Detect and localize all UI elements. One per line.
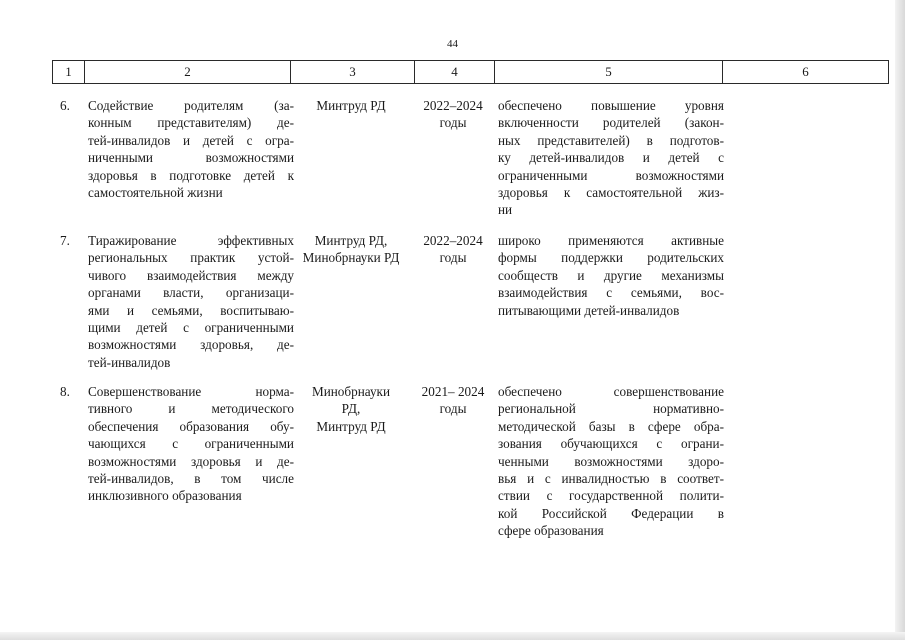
implementation-period-line: годы [439,401,467,417]
implementation-period-line: 2022–2024 [423,233,483,248]
expected-result-line: вья и с инвалидностью в соответ- [498,471,724,487]
column-header-1: 1 [53,61,85,84]
column-header-table [52,60,889,84]
column-header-2: 2 [85,61,291,84]
measure-name-line: Содействие родителям (за- [88,98,294,113]
measure-name [88,383,294,505]
expected-result-line: ных представителей) в подготов- [498,132,724,148]
expected-result [498,383,724,540]
measure-name-line: щими детей с ограниченными [88,320,294,336]
expected-result-line: ченными возможностями здоро- [498,453,724,469]
expected-result-line: ограниченными возможностями [498,167,724,183]
column-header-5: 5 [495,61,723,84]
expected-result [498,232,724,319]
measure-name-line: ниченными возможностями [88,150,294,166]
responsible-executor-line: РД, [341,401,361,417]
measure-name-line: здоровья в подготовке детей к [88,167,294,183]
expected-result-line: сообществ и другие механизмы [498,267,724,283]
implementation-period-line: годы [439,115,467,131]
page-number: 44 [447,38,458,50]
expected-result-line: питывающими детей-инвалидов [498,302,680,318]
column-header-6: 6 [723,61,889,84]
implementation-period-line: 2021– 2024 [421,384,485,399]
measure-name-line: ями и семьями, воспитываю- [88,302,294,318]
expected-result-line: методической базы в сфере обра- [498,418,724,434]
measure-name [88,232,294,371]
scan-edge-bottom [0,632,905,640]
expected-result-line: кой Российской Федерации в [498,505,724,521]
expected-result-line: обеспечено совершенствование [498,384,724,399]
responsible-executor [296,383,406,435]
responsible-executor-line: Минобрнауки [311,384,391,399]
measure-name-line: чающихся с ограниченными [88,436,294,452]
implementation-period [412,232,494,267]
responsible-executor [296,97,406,114]
implementation-period [412,97,494,132]
expected-result-line: обеспечено повышение уровня [498,98,724,113]
measure-name-line: Совершенствование норма- [88,384,294,399]
column-header-4: 4 [415,61,495,84]
expected-result-line: здоровья к самостоятельной жиз- [498,185,724,201]
expected-result-line: зования обучающихся с ограни- [498,436,724,452]
expected-result-line: широко применяются активные [498,233,724,248]
measure-name-line: региональных практик устой- [88,250,294,266]
measure-name-line: Тиражирование эффективных [88,233,294,248]
responsible-executor [296,232,406,267]
expected-result-line: ствии с государственной полити- [498,488,724,504]
implementation-period [412,383,494,418]
row-number: 7. [60,233,70,248]
expected-result-line: формы поддержки родительских [498,250,724,266]
implementation-period-line: годы [439,250,467,266]
measure-name-line: инклюзивного образования [88,488,242,504]
expected-result-line: сфере образования [498,523,604,539]
responsible-executor-line: Минтруд РД, [314,233,388,248]
measure-name-line: конным представителям) де- [88,115,294,131]
expected-result [498,97,724,219]
row-number: 8. [60,384,70,399]
row-number: 6. [60,98,70,113]
scan-edge-right [895,0,905,640]
expected-result-line: ни [498,202,513,218]
column-header-3: 3 [291,61,415,84]
measure-name-line: возможностями здоровья и де- [88,453,294,469]
measure-name-line: тей-инвалидов [88,354,171,370]
measure-name-line: органами власти, организаци- [88,285,294,301]
measure-name-line: тивного и методического [88,401,294,417]
responsible-executor-line: Минтруд РД [316,98,386,113]
measure-name-line: тей-инвалидов, в том числе [88,471,294,487]
column-header-row [53,61,889,84]
measure-name-line: чивого взаимодействия между [88,267,294,283]
measure-name-line: обеспечения образования обу- [88,418,294,434]
responsible-executor-line: Минтруд РД [316,418,386,434]
measure-name-line: тей-инвалидов и детей с огра- [88,132,294,148]
measure-name-line: самостоятельной жизни [88,185,223,201]
expected-result-line: региональной нормативно- [498,401,724,417]
measure-name [88,97,294,201]
expected-result-line: включенности родителей (закон- [498,115,724,131]
measure-name-line: возможностями здоровья, де- [88,337,294,353]
implementation-period-line: 2022–2024 [423,98,483,113]
expected-result-line: взаимодействия с семьями, вос- [498,285,724,301]
expected-result-line: ку детей-инвалидов и детей с [498,150,724,166]
responsible-executor-line: Минобрнауки РД [302,250,400,266]
